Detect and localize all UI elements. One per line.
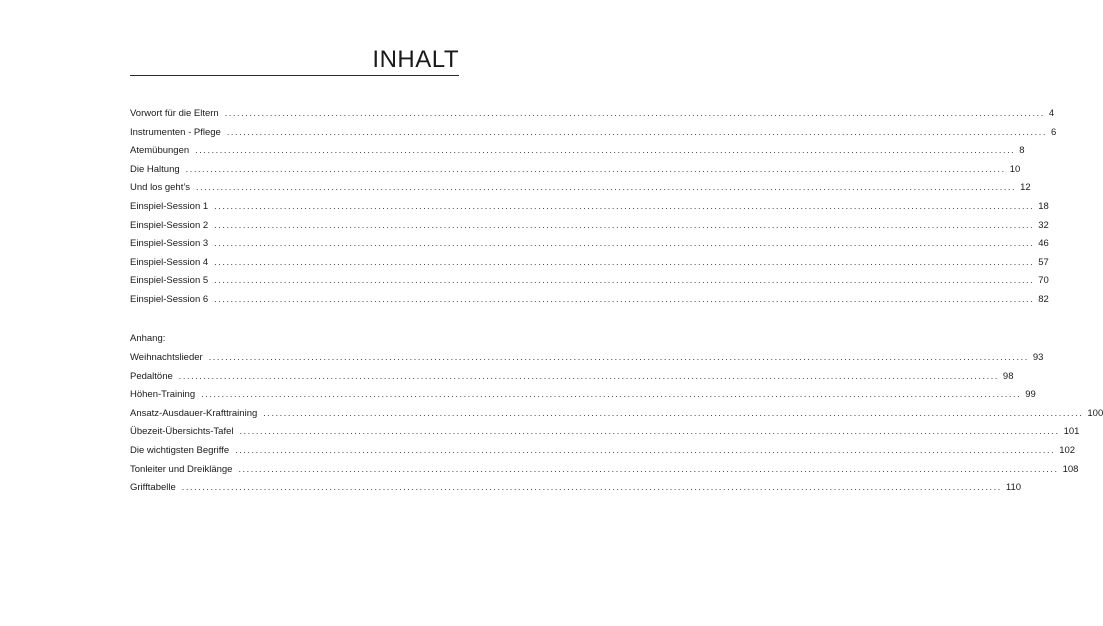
appendix-heading: Anhang:	[130, 333, 166, 344]
toc-leader-dots: ........................................................................................................................................................................................................	[239, 426, 1060, 437]
toc-leader-dots: ........................................................................................................................................................................................................	[208, 352, 1029, 362]
toc-row	[130, 182, 1031, 201]
toc-page-number: 10	[1009, 163, 1021, 175]
toc-page-number: 82	[1038, 293, 1049, 305]
toc-leader-dots: ........................................................................................................................................................................................................	[214, 293, 1035, 304]
toc-main-list	[130, 108, 1057, 313]
toc-leader-dots: ........................................................................................................................................................................................................	[214, 275, 1035, 286]
toc-entry-label: Grifftabelle	[130, 482, 176, 494]
toc-page-number: 108	[1062, 463, 1079, 475]
toc-row	[130, 426, 1080, 445]
toc-entry-label: Atemübungen	[130, 145, 190, 157]
toc-leader-dots: ........................................................................................................................................................................................................	[238, 463, 1059, 474]
toc-row	[130, 126, 1057, 146]
toc-row	[130, 482, 1022, 501]
toc-leader-dots: ........................................................................................................................................................................................................	[214, 200, 1035, 211]
toc-entry-label: Pedaltöne	[130, 370, 173, 382]
toc-leader-dots: ........................................................................................................................................................................................................	[226, 126, 1047, 137]
toc-leader-dots: ........................................................................................................................................................................................................	[263, 407, 1084, 418]
toc-page-number: 70	[1038, 275, 1049, 287]
toc-page-number: 101	[1063, 426, 1080, 438]
page-title: INHALT	[372, 46, 459, 73]
toc-page-number: 18	[1038, 200, 1049, 212]
toc-leader-dots: ........................................................................................................................................................................................................	[214, 238, 1035, 249]
toc-page-number: 102	[1059, 444, 1076, 456]
toc-leader-dots: ........................................................................................................................................................................................................	[185, 163, 1006, 174]
toc-entry-label: Höhen-Training	[130, 389, 196, 401]
toc-row	[130, 219, 1049, 239]
toc-entry-label: Einspiel-Session 6	[130, 293, 209, 305]
toc-row	[130, 293, 1049, 313]
toc-row	[130, 352, 1044, 371]
toc-entry-label: Die wichtigsten Begriffe	[130, 444, 230, 456]
toc-entry-label: Einspiel-Session 3	[130, 238, 209, 250]
toc-row	[130, 370, 1014, 390]
toc-row	[130, 200, 1049, 220]
toc-page-number: 4	[1048, 108, 1055, 119]
toc-row	[130, 444, 1076, 464]
toc-entry-label: Einspiel-Session 5	[130, 275, 209, 287]
toc-row	[130, 145, 1025, 164]
toc-row	[130, 463, 1079, 483]
toc-page-number: 99	[1025, 389, 1036, 401]
toc-entry-label: Tonleiter und Dreiklänge	[130, 463, 233, 475]
toc-leader-dots: ........................................................................................................................................................................................................	[235, 444, 1056, 455]
toc-entry-label: Die Haltung	[130, 163, 180, 175]
toc-page-number: 46	[1038, 238, 1049, 250]
toc-entry-label: Einspiel-Session 1	[130, 200, 209, 212]
toc-entry-label: Instrumenten - Pflege	[130, 126, 221, 138]
toc-leader-dots: ........................................................................................................................................................................................................	[201, 389, 1022, 400]
toc-leader-dots: ........................................................................................................................................................................................................	[195, 145, 1016, 156]
toc-leader-dots: ........................................................................................................................................................................................................	[181, 482, 1002, 493]
toc-row	[130, 238, 1049, 257]
toc-page-number: 98	[1002, 370, 1014, 382]
toc-entry-label: Ansatz-Ausdauer-Krafttraining	[130, 407, 258, 419]
toc-page-number: 6	[1050, 126, 1057, 138]
toc-leader-dots: ........................................................................................................................................................................................................	[178, 370, 999, 381]
toc-leader-dots: ........................................................................................................................................................................................................	[224, 108, 1045, 118]
toc-entry-label: Übezeit-Übersichts-Tafel	[130, 426, 234, 438]
toc-row	[130, 407, 1103, 427]
toc-leader-dots: ........................................................................................................................................................................................................	[196, 182, 1017, 193]
toc-row	[130, 389, 1036, 408]
toc-leader-dots: ........................................................................................................................................................................................................	[214, 256, 1035, 267]
toc-entry-label: Vorwort für die Eltern	[130, 108, 219, 119]
toc-page-number: 93	[1032, 352, 1044, 363]
toc-page-number: 110	[1005, 482, 1022, 494]
toc-row	[130, 108, 1055, 127]
toc-entry-label: Einspiel-Session 4	[130, 256, 209, 268]
toc-page-number: 100	[1087, 407, 1103, 419]
toc-appendix-list	[130, 332, 1103, 501]
toc-leader-dots: ........................................................................................................................................................................................................	[214, 219, 1035, 230]
toc-row	[130, 256, 1049, 276]
toc-row	[130, 275, 1049, 294]
title-rule	[130, 75, 459, 76]
toc-row	[130, 163, 1021, 183]
toc-entry-label: Weihnachtslieder	[130, 352, 203, 363]
toc-page-number: 8	[1019, 145, 1025, 157]
toc-page-number: 32	[1038, 219, 1049, 231]
toc-page-number: 57	[1038, 256, 1049, 268]
toc-entry-label: Und los geht’s	[130, 182, 191, 194]
toc-entry-label: Einspiel-Session 2	[130, 219, 209, 231]
toc-page-number: 12	[1020, 182, 1031, 194]
